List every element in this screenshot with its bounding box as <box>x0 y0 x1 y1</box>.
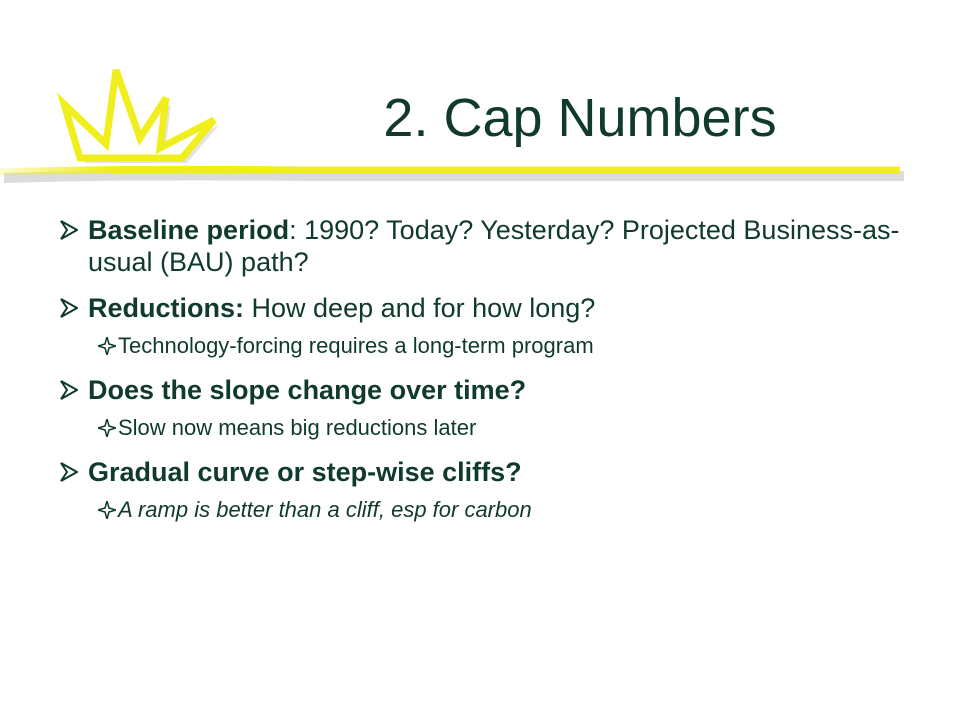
bullet-heading: Baseline period <box>88 215 290 245</box>
sub-bullet-slow-now <box>60 414 940 442</box>
bullet-heading: Does the slope change over time? <box>88 375 527 405</box>
bullet-baseline-period <box>60 214 940 278</box>
bullet-text: How deep and for how long? <box>244 293 596 323</box>
sub-bullet-technology-forcing <box>60 332 940 360</box>
arrowhead-bullet-icon <box>60 292 80 324</box>
sub-bullet-text: Technology-forcing requires a long-term program <box>118 333 594 358</box>
arrowhead-bullet-icon <box>60 374 80 406</box>
bullet-slope-change <box>60 374 940 406</box>
bullet-reductions <box>60 292 940 324</box>
bullet-text: : 1990? Today? Yesterday? Projected Business-as-usual (BAU) path? <box>88 215 900 277</box>
header-rule <box>0 158 940 198</box>
bullet-list <box>60 214 940 538</box>
arrowhead-bullet-icon <box>60 214 80 246</box>
arrowhead-bullet-icon <box>60 456 80 488</box>
sub-bullet-text: Slow now means big reductions later <box>118 415 477 440</box>
sub-bullet-text: A ramp is better than a cliff, esp for carbon <box>118 497 532 522</box>
four-point-diamond-bullet-icon <box>98 419 116 437</box>
slide-title: 2. Cap Numbers <box>383 88 777 148</box>
bullet-heading: Reductions: <box>88 293 245 323</box>
four-point-diamond-bullet-icon <box>98 337 116 355</box>
bullet-heading: Gradual curve or step-wise cliffs? <box>88 457 522 487</box>
bullet-gradual-curve <box>60 456 940 488</box>
sub-bullet-ramp-vs-cliff <box>60 496 940 524</box>
four-point-diamond-bullet-icon <box>98 501 116 519</box>
